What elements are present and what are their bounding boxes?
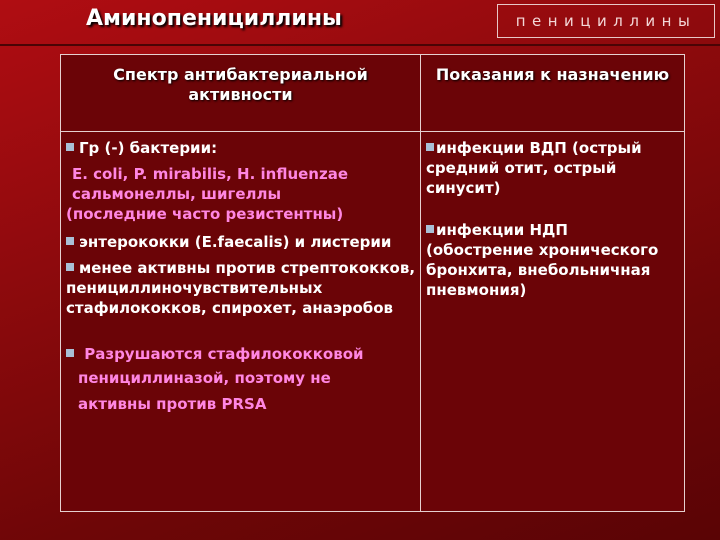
table-header-row (61, 55, 685, 132)
square-bullet-icon (66, 237, 74, 245)
column-header-indications: Показания к назначению (421, 55, 685, 132)
square-bullet-icon (66, 143, 74, 151)
indications-cell (421, 132, 685, 512)
resistance-note: (последние часто резистентны) (66, 205, 344, 223)
destroyed-text-line: активны против PRSA (78, 395, 267, 413)
column-header-spectrum: Спектр антибактериальной активности (61, 55, 421, 132)
destroyed-text: Разрушаются стафилококковой (84, 345, 364, 363)
spectrum-cell (61, 132, 421, 512)
destroyed-text-line: пенициллиназой, поэтому не (78, 369, 331, 387)
list-item (426, 138, 680, 198)
square-bullet-icon (426, 225, 434, 233)
list-item (66, 344, 416, 364)
header-divider (0, 44, 720, 46)
upper-respiratory-text: инфекции ВДП (острый средний отит, острый синусит) (426, 139, 642, 197)
enterococci-text: энтерококки (E.faecalis) и листерии (79, 233, 392, 251)
less-active-text: менее активны против стрептококков, пенициллиночувствительных стафилококков, спирохет, анаэробов (66, 259, 416, 317)
section-badge: пенициллины (497, 4, 715, 38)
list-item (426, 220, 680, 300)
square-bullet-icon (66, 349, 74, 357)
list-item (66, 138, 416, 158)
square-bullet-icon (66, 263, 74, 271)
bacteria-species-line: E. coli, P. mirabilis, H. influenzae (72, 165, 348, 183)
gram-negative-label: Гр (-) бактерии: (79, 139, 218, 157)
square-bullet-icon (426, 143, 434, 151)
bacteria-species-line: сальмонеллы, шигеллы (72, 185, 282, 203)
list-item (66, 232, 416, 252)
content-table (60, 54, 685, 512)
list-item (66, 258, 416, 318)
table-row (61, 132, 685, 512)
page-title: Аминопенициллины (86, 6, 342, 31)
lower-respiratory-text: инфекции НДП (обострение хронического бронхита, внебольничная пневмония) (426, 221, 659, 299)
